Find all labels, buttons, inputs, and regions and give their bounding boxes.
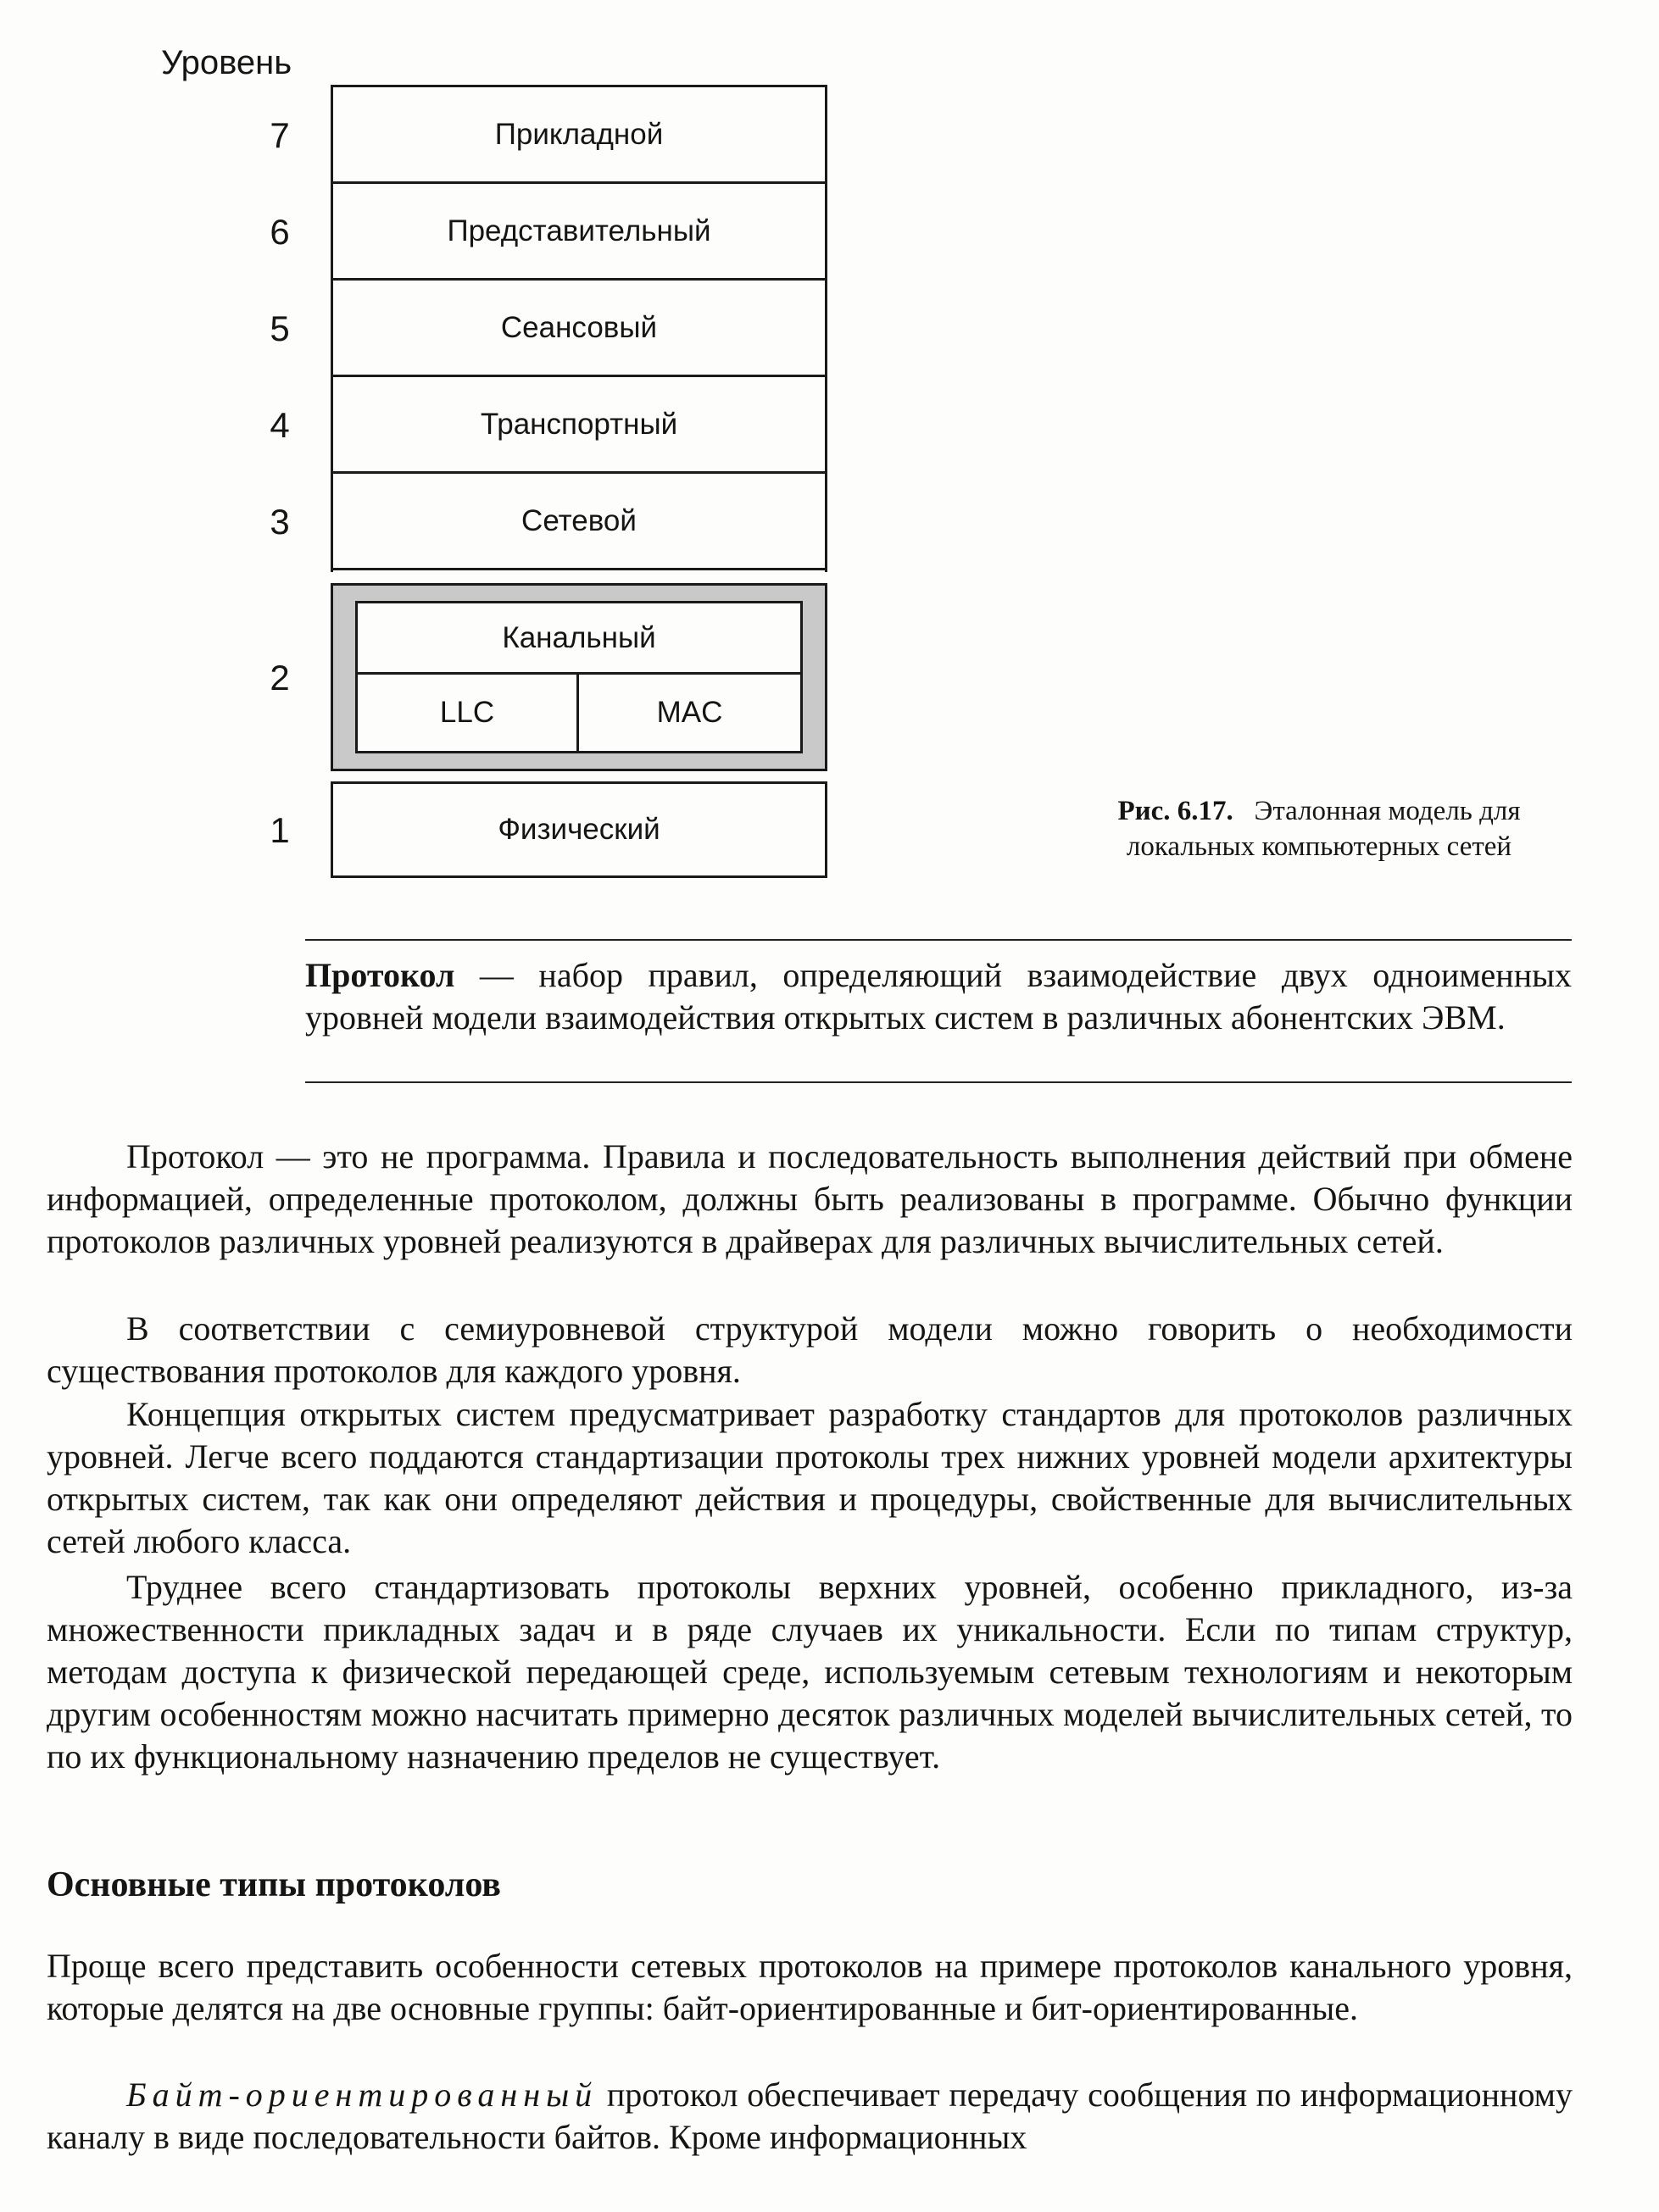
- layer-label: Транспортный: [480, 407, 678, 441]
- layer-datalink-label: Канальный: [358, 603, 800, 675]
- section-paragraph: Проще всего представить особенности сетевых протоколов на примере протоколов канального уровня, которые делятся на две основные группы: байт-ориентированные и бит-ориентированные.: [47, 1947, 1573, 2027]
- layer-application: [333, 87, 825, 184]
- layer-transport: [333, 377, 825, 474]
- upper-layers-stack: [331, 85, 827, 572]
- last-paragraph-text: протокол обеспечивает передачу сообщения по информационному каналу в виде последовательности байтов. Кроме информационных: [47, 2076, 1573, 2156]
- caption-text-1: Эталонная модель для: [1254, 796, 1521, 826]
- caption-text-2: локальных компьютерных сетей: [1126, 831, 1512, 862]
- paragraph: Труднее всего стандартизовать протоколы верхних уровней, особенно прикладного, из-за множественности прикладных задач и в ряде случаев их уникальности. Если по типам структур, методам доступа к физической передающей среде, используемым сетевым технологиям и некоторым другим особенностям можно насчитать примерно десяток различных моделей вычислительных сетей, то по их функциональному назначению пределов не существует.: [47, 1568, 1573, 1776]
- paragraph: Концепция открытых систем предусматривает разработку стандартов для протоколов различных уровней. Легче всего поддаются стандартизации протоколы трех нижних уровней модели архитектуры открытых систем, так как они определяют действия и процедуры, свойственные для вычислительных сетей любого класса.: [47, 1395, 1573, 1560]
- level-number-3: 3: [270, 502, 290, 542]
- definition-top-rule: [305, 939, 1572, 941]
- layer-label: Прикладной: [494, 117, 664, 151]
- sublayer-mac: MAC: [656, 696, 723, 729]
- level-number-5: 5: [270, 308, 290, 348]
- layer-session: [333, 281, 825, 377]
- layer-label: Сеансовый: [500, 310, 658, 344]
- layer-label: Представительный: [447, 214, 711, 247]
- layer-network: [333, 474, 825, 570]
- layer-physical: [331, 781, 827, 878]
- caption-label: Рис. 6.17.: [1117, 796, 1233, 826]
- sublayer-llc: LLC: [439, 696, 495, 729]
- definition-text: — набор правил, определяющий взаимодействие двух одноименных уровней модели взаимодействия открытых систем в различных абонентских ЭВМ.: [305, 956, 1572, 1037]
- last-paragraph: [47, 2074, 1573, 2159]
- layer-label: Сетевой: [521, 503, 637, 537]
- layer-presentation: [333, 184, 825, 281]
- figure-caption: [1048, 793, 1590, 864]
- paragraph: Протокол — это не программа. Правила и последовательность выполнения действий при обмене информацией, определенные протоколом, должны быть реализованы в программе. Обычно функции протоколов различных уровней реализуются в драйверах для различных вычислительных сетей.: [47, 1137, 1573, 1260]
- layer-label: Физический: [498, 813, 660, 846]
- level-number-1: 1: [270, 810, 290, 850]
- emphasis-term: Байт-ориентированный: [126, 2076, 598, 2114]
- level-number-4: 4: [270, 405, 290, 445]
- paragraph: В соответствии с семиуровневой структурой модели можно говорить о необходимости существования протоколов для каждого уровня.: [47, 1309, 1573, 1390]
- definition-bottom-rule: [305, 1081, 1572, 1083]
- level-number-2: 2: [270, 658, 290, 698]
- layer-datalink: [355, 601, 803, 753]
- level-header: Уровень: [161, 44, 292, 81]
- layer-datalink-frame: [331, 583, 827, 771]
- section-heading: Основные типы протоколов: [47, 1865, 501, 1904]
- caption-line-1: [1048, 793, 1590, 829]
- level-number-7: 7: [270, 115, 290, 155]
- definition-block: [305, 954, 1572, 1039]
- definition-term: Протокол: [305, 956, 455, 994]
- level-number-6: 6: [270, 212, 290, 252]
